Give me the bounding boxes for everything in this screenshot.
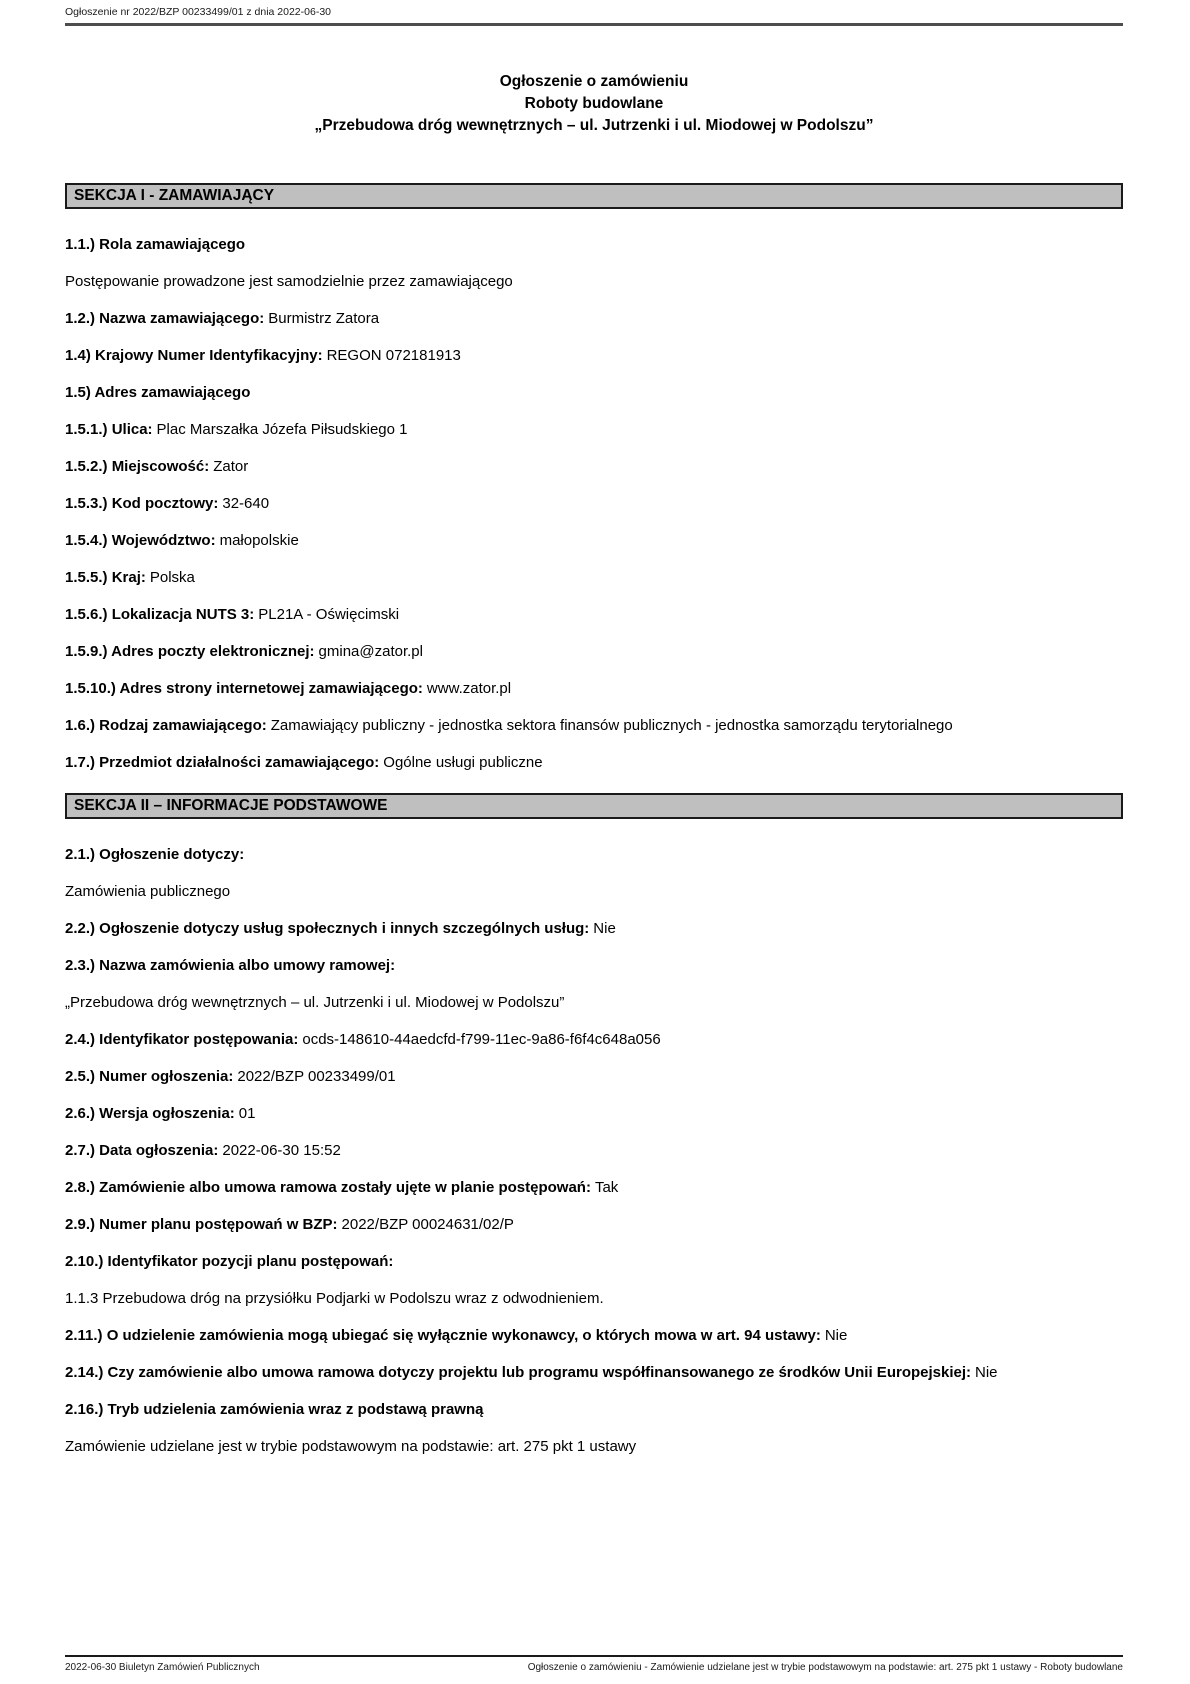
field-value: PL21A - Oświęcimski: [258, 606, 400, 623]
field-label: 2.6.) Wersja ogłoszenia:: [65, 1105, 235, 1122]
field-value: REGON 072181913: [326, 347, 461, 364]
field-value: 2022/BZP 00233499/01: [237, 1068, 396, 1085]
field-label: 2.2.) Ogłoszenie dotyczy usług społecznych i innych szczególnych usług:: [65, 920, 590, 937]
field-label: 2.11.) O udzielenie zamówienia mogą ubiegać się wyłącznie wykonawcy, o których mowa w art. 94 ustawy:: [65, 1327, 821, 1344]
field-value: Zator: [213, 458, 249, 475]
field-value: Nie: [593, 920, 616, 937]
field-pair: [65, 417, 1123, 442]
field-value: Nie: [824, 1327, 848, 1344]
field-text: Zamówienie udzielane jest w trybie podstawowym na podstawie: art. 275 pkt 1 ustawy: [65, 1438, 637, 1455]
section-1-header-bar: [65, 183, 1123, 209]
field-value: małopolskie: [219, 532, 299, 549]
field-pair: [65, 916, 1123, 941]
footer-left-note: 2022-06-30 Biuletyn Zamówień Publicznych: [65, 1662, 260, 1673]
field-label: 2.4.) Identyfikator postępowania:: [65, 1031, 299, 1048]
field-label: 1.5.6.) Lokalizacja NUTS 3:: [65, 606, 255, 623]
field-label: 1.6.) Rodzaj zamawiającego:: [65, 717, 267, 734]
field-pair: [65, 528, 1123, 553]
field-heading: 1.1.) Rola zamawiającego: [65, 236, 246, 253]
field-value: 32-640: [222, 495, 270, 512]
field-value: 2022-06-30 15:52: [222, 1142, 341, 1159]
footer-right-note: Ogłoszenie o zamówieniu - Zamówienie udzielane jest w trybie podstawowym na podstawie: art. 275 pkt 1 ustawy - Roboty budowlane: [527, 1662, 1123, 1673]
document-header-note: Ogłoszenie nr 2022/BZP 00233499/01 z dnia 2022-06-30: [65, 6, 332, 18]
field-pair: [65, 676, 1123, 701]
field-pair: [65, 1138, 1123, 1163]
section-2-header-bar: [65, 793, 1123, 819]
field-pair: [65, 454, 1123, 479]
field-pair: [65, 343, 1123, 368]
field-value: Tak: [594, 1179, 619, 1196]
field-heading: 2.10.) Identyfikator pozycji planu postępowań:: [65, 1253, 394, 1270]
field-label: 1.5.1.) Ulica:: [65, 421, 153, 438]
field-value: Polska: [149, 569, 195, 586]
section-1-heading: SEKCJA I - ZAMAWIAJĄCY: [74, 187, 275, 204]
field-value: 2022/BZP 00024631/02/P: [341, 1216, 514, 1233]
field-label: 1.2.) Nazwa zamawiającego:: [65, 310, 265, 327]
field-pair: [65, 565, 1123, 590]
title-line-category: Roboty budowlane: [524, 95, 664, 112]
field-label: 2.14.) Czy zamówienie albo umowa ramowa dotyczy projektu lub programu współfinansowanego ze środków Unii Europejskiej:: [65, 1364, 972, 1381]
field-pair: [65, 1064, 1123, 1089]
document-footer: [65, 1662, 1123, 1673]
document-content: [65, 0, 1123, 1471]
field-pair: [65, 713, 1123, 738]
field-text: „Przebudowa dróg wewnętrznych – ul. Jutrzenki i ul. Miodowej w Podolszu”: [65, 994, 565, 1011]
field-label: 1.4) Krajowy Numer Identyfikacyjny:: [65, 347, 323, 364]
field-pair: [65, 491, 1123, 516]
field-heading: 1.5) Adres zamawiającego: [65, 384, 251, 401]
field-text: 1.1.3 Przebudowa dróg na przysiółku Podjarki w Podolszu wraz z odwodnieniem.: [65, 1290, 604, 1307]
field-pair: [65, 1027, 1123, 1052]
field-pair: [65, 1101, 1123, 1126]
field-pair: [65, 639, 1123, 664]
field-label: 2.8.) Zamówienie albo umowa ramowa zostały ujęte w planie postępowań:: [65, 1179, 591, 1196]
field-label: 1.5.3.) Kod pocztowy:: [65, 495, 219, 512]
field-pair: [65, 750, 1123, 775]
field-value: Nie: [975, 1364, 998, 1381]
field-label: 1.5.2.) Miejscowość:: [65, 458, 210, 475]
field-pair: [65, 1175, 1123, 1200]
header-divider: [65, 23, 1123, 26]
field-value: gmina@zator.pl: [318, 643, 423, 660]
field-label: 1.5.9.) Adres poczty elektronicznej:: [65, 643, 315, 660]
field-heading: 2.1.) Ogłoszenie dotyczy:: [65, 846, 245, 863]
field-label: 1.5.10.) Adres strony internetowej zamawiającego:: [65, 680, 423, 697]
field-pair: [65, 1212, 1123, 1237]
field-value: Burmistrz Zatora: [268, 310, 380, 327]
field-label: 1.5.4.) Województwo:: [65, 532, 216, 549]
field-label: 1.5.5.) Kraj:: [65, 569, 146, 586]
title-line-name: „Przebudowa dróg wewnętrznych – ul. Jutrzenki i ul. Miodowej w Podolszu”: [314, 117, 874, 134]
field-value: Ogólne usługi publiczne: [383, 754, 543, 771]
field-value: Plac Marszałka Józefa Piłsudskiego 1: [156, 421, 408, 438]
field-label: 2.7.) Data ogłoszenia:: [65, 1142, 219, 1159]
section-2-heading: SEKCJA II – INFORMACJE PODSTAWOWE: [74, 797, 388, 814]
field-value: www.zator.pl: [426, 680, 512, 697]
document-title: [65, 71, 1123, 137]
field-label: 1.7.) Przedmiot działalności zamawiającego:: [65, 754, 380, 771]
field-heading: 2.3.) Nazwa zamówienia albo umowy ramowej:: [65, 957, 396, 974]
field-label: 2.9.) Numer planu postępowań w BZP:: [65, 1216, 338, 1233]
field-value: Zamawiający publiczny - jednostka sektora finansów publicznych - jednostka samorządu terytorialnego: [270, 717, 953, 734]
field-pair: [65, 1323, 1123, 1348]
field-value: 01: [238, 1105, 256, 1122]
field-text: Zamówienia publicznego: [65, 883, 231, 900]
field-pair: [65, 306, 1123, 331]
field-label: 2.5.) Numer ogłoszenia:: [65, 1068, 234, 1085]
field-text: Postępowanie prowadzone jest samodzielnie przez zamawiającego: [65, 273, 513, 290]
field-value: ocds-148610-44aedcfd-f799-11ec-9a86-f6f4c648a056: [302, 1031, 661, 1048]
field-pair: [65, 1360, 1123, 1385]
field-pair: [65, 602, 1123, 627]
title-line-type: Ogłoszenie o zamówieniu: [499, 73, 689, 90]
field-heading: 2.16.) Tryb udzielenia zamówienia wraz z podstawą prawną: [65, 1401, 484, 1418]
footer-divider: [65, 1655, 1123, 1657]
